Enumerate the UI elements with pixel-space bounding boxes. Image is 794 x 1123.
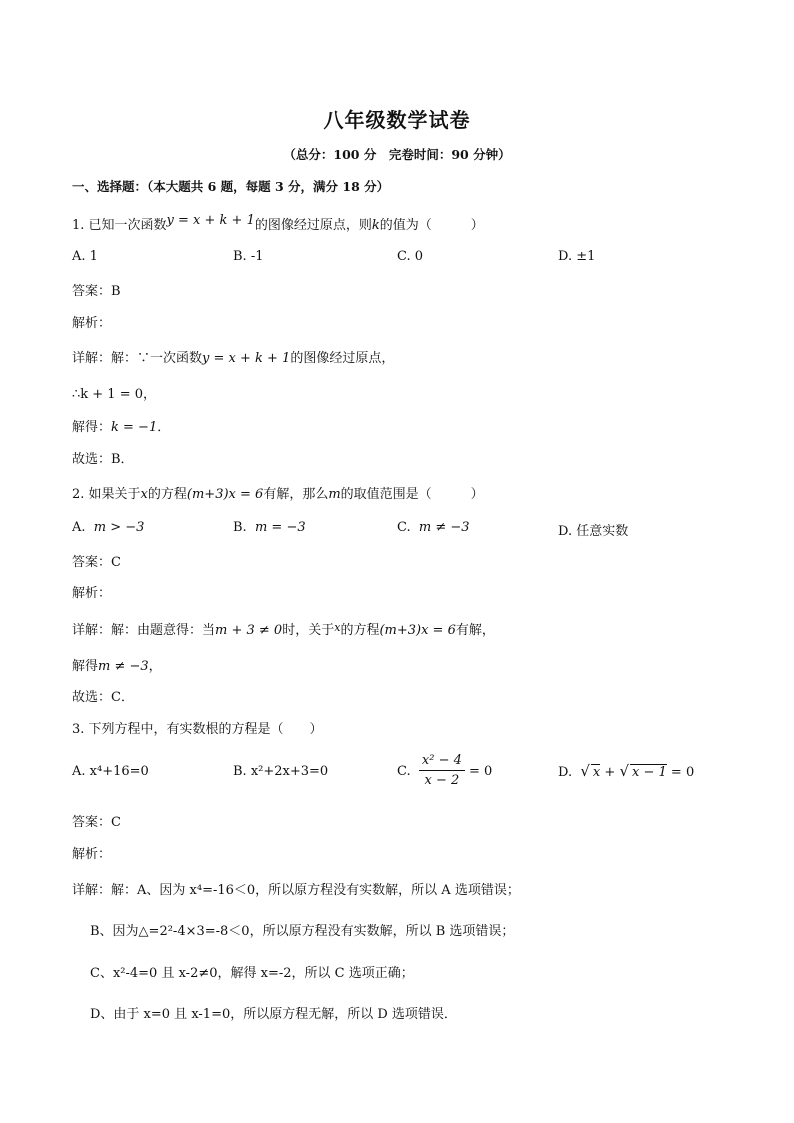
q2-detail-post: 有解， bbox=[455, 623, 495, 638]
q2-step1 bbox=[72, 655, 162, 674]
q1-step2-pre: 解得： bbox=[72, 420, 112, 435]
q3-option-d-label: D. bbox=[558, 765, 573, 780]
q3-detail-4: D、由于 x=0 且 x-1=0，所以原方程无解，所以 D 选项错误． bbox=[90, 1007, 457, 1022]
q1-answer: 答案：B bbox=[72, 284, 121, 299]
q3-option-a: A. x⁴+16=0 bbox=[72, 764, 149, 779]
q2-stem bbox=[72, 483, 484, 502]
section-heading: 一、选择题：（本大题共 6 题，每题 3 分，满分 18 分） bbox=[72, 179, 390, 194]
q1-option-d: D. ±1 bbox=[558, 249, 596, 264]
exam-subtitle: （总分：100 分 完卷时间：90 分钟） bbox=[283, 147, 511, 162]
q3-option-d-radicand2: x − 1 bbox=[632, 765, 667, 780]
q1-option-c: C. 0 bbox=[397, 249, 424, 264]
q2-detail-mid2: 的方程 bbox=[340, 623, 380, 638]
q1-detail-post: 的图像经过原点， bbox=[290, 351, 395, 366]
q2-option-c bbox=[397, 520, 470, 535]
q1-option-b: B. -1 bbox=[233, 249, 264, 264]
q1-stem-k: k bbox=[371, 218, 380, 233]
q1-stem-end: 的值为（ ） bbox=[379, 218, 484, 233]
q3-detail-3: C、x²-4=0 且 x-2≠0，解得 x=-2，所以 C 选项正确； bbox=[90, 966, 414, 981]
q2-step1-math: m ≠ −3 bbox=[98, 659, 149, 674]
q2-option-a bbox=[72, 520, 144, 535]
q1-analysis: 解析： bbox=[72, 316, 112, 331]
q2-stem-pre: 2. 如果关于 bbox=[72, 487, 141, 502]
q3-option-c-denominator: x − 2 bbox=[424, 773, 460, 788]
sqrt-symbol-icon: √ bbox=[619, 762, 630, 780]
exam-title: 八年级数学试卷 bbox=[323, 108, 471, 132]
q2-detail-math1: m + 3 ≠ 0 bbox=[215, 623, 283, 638]
q1-detail-math: y = x + k + 1 bbox=[202, 351, 291, 366]
q1-step2-math: k = −1 bbox=[111, 420, 158, 435]
q2-detail-pre: 详解：解：由题意得：当 bbox=[72, 623, 216, 638]
q1-step1: ∴k + 1 = 0， bbox=[72, 387, 157, 402]
q3-analysis: 解析： bbox=[72, 847, 112, 862]
q3-option-c-numerator: x² − 4 bbox=[419, 752, 465, 771]
q2-stem-math: (m+3)x = 6 bbox=[186, 487, 264, 502]
q1-detail bbox=[72, 347, 394, 366]
q2-option-d: D. 任意实数 bbox=[558, 524, 629, 539]
q1-stem-pre: 1. 已知一次函数 bbox=[72, 218, 167, 233]
q1-option-a: A. 1 bbox=[72, 249, 98, 264]
q2-choose: 故选：C． bbox=[72, 690, 134, 705]
q1-step2 bbox=[72, 416, 170, 435]
q2-detail-mid: 时，关于 bbox=[282, 623, 335, 638]
q2-answer: 答案：C bbox=[72, 555, 121, 570]
sqrt-symbol-icon: √ bbox=[580, 762, 590, 780]
q2-option-a-label: A. bbox=[72, 520, 86, 535]
q2-stem-m: m bbox=[328, 487, 341, 502]
q2-stem-x: x bbox=[140, 487, 148, 502]
q2-stem-end: 的取值范围是（ ） bbox=[340, 487, 484, 502]
q1-choose: 故选：B． bbox=[72, 452, 134, 467]
q2-detail-math2: (m+3)x = 6 bbox=[379, 623, 456, 638]
q3-option-d-plus: + bbox=[604, 765, 616, 780]
q3-option-d-radicand1: x bbox=[592, 765, 601, 780]
q2-option-b bbox=[233, 520, 306, 535]
q2-detail bbox=[72, 619, 495, 638]
q1-stem bbox=[72, 214, 484, 233]
q3-detail-1: 详解：解：A、因为 x⁴=-16＜0，所以原方程没有实数解，所以 A 选项错误； bbox=[72, 883, 520, 898]
q2-option-b-math: m = −3 bbox=[254, 520, 306, 535]
q3-option-d-rhs: = 0 bbox=[670, 765, 695, 780]
q2-step1-pre: 解得 bbox=[72, 659, 99, 674]
q2-stem-post: 有解，那么 bbox=[263, 487, 329, 502]
q2-option-c-label: C. bbox=[397, 520, 411, 535]
q2-option-c-math: m ≠ −3 bbox=[418, 520, 470, 535]
q1-stem-math: y = x + k + 1 bbox=[166, 213, 255, 228]
q2-option-a-math: m > −3 bbox=[93, 520, 145, 535]
q1-detail-pre: 详解：解：∵一次函数 bbox=[72, 351, 203, 366]
q2-option-b-label: B. bbox=[233, 520, 247, 535]
q3-option-c-fraction bbox=[419, 752, 465, 791]
q3-option-b: B. x²+2x+3=0 bbox=[233, 764, 329, 779]
q2-detail-x: x bbox=[334, 621, 341, 634]
q3-answer: 答案：C bbox=[72, 815, 121, 830]
q3-option-c bbox=[397, 752, 492, 791]
q3-detail-2: B、因为△=2²-4×3=-8＜0，所以原方程没有实数解，所以 B 选项错误； bbox=[90, 924, 515, 939]
q1-step2-post: ． bbox=[157, 420, 171, 435]
q3-option-c-rhs: = 0 bbox=[469, 764, 493, 779]
q2-step1-post: ， bbox=[148, 659, 162, 674]
q3-option-d bbox=[558, 762, 694, 781]
q3-stem: 3. 下列方程中，有实数根的方程是（ ） bbox=[72, 722, 323, 737]
q3-option-c-label: C. bbox=[397, 764, 411, 779]
q2-analysis: 解析： bbox=[72, 586, 112, 601]
q1-stem-post: 的图像经过原点，则 bbox=[254, 218, 372, 233]
q2-stem-mid: 的方程 bbox=[147, 487, 187, 502]
